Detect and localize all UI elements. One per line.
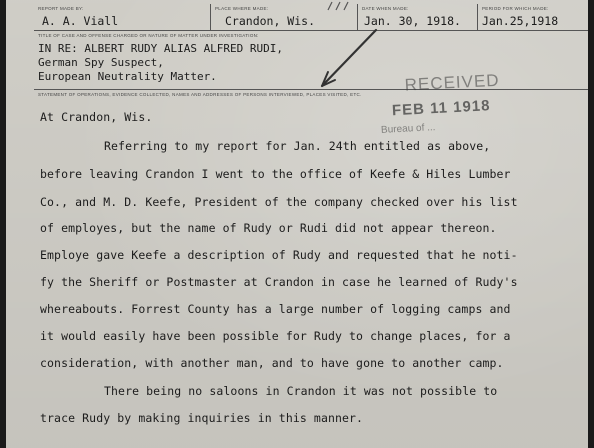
- body-line-5: Employe gave Keefe a description of Rudy and requested that he noti-: [40, 248, 518, 262]
- period-cell: [477, 4, 588, 30]
- report-made-by-label: REPORT MADE BY:: [38, 6, 84, 11]
- body-line-11: trace Rudy by making inquiries in this manner.: [40, 411, 364, 425]
- body-line-10: There being no saloons in Crandon it was not possible to: [104, 384, 498, 398]
- body-line-3: Co., and M. D. Keefe, President of the company checked over his list: [40, 195, 518, 209]
- report-made-by-value: A. A. Viall: [42, 14, 119, 28]
- stamp-date-text: FEB 11 1918: [391, 97, 491, 120]
- case-title-line-2: German Spy Suspect,: [38, 56, 164, 69]
- case-title-label: TITLE OF CASE AND OFFENSE CHARGED OR NATURE OF MATTER UNDER INVESTIGATION:: [38, 33, 259, 38]
- report-made-by-cell: [34, 4, 210, 30]
- stamp-received-text: RECEIVED: [404, 70, 500, 95]
- body-line-4: of employes, but the name of Rudy or Rudi did not appear thereon.: [40, 221, 497, 235]
- received-stamp: [364, 70, 507, 147]
- place-value: Crandon, Wis.: [225, 14, 316, 28]
- case-title-line-3: European Neutrality Matter.: [38, 70, 217, 83]
- statement-label: STATEMENT OF OPERATIONS, EVIDENCE COLLECTED, NAMES AND ADDRESSES OF PERSONS INTERVIEWED, PLACES VISITED, ETC.: [38, 92, 362, 97]
- body-line-8: it would easily have been possible for Rudy to change places, for a: [40, 329, 511, 343]
- stamp-bureau-text: Bureau of ...: [380, 122, 436, 136]
- period-value: Jan.25,1918: [482, 14, 559, 28]
- report-sheet: [6, 0, 588, 448]
- body-line-7: whereabouts. Forrest County has a large number of logging camps and: [40, 302, 511, 316]
- body-line-2: before leaving Crandon I went to the office of Keefe & Hiles Lumber: [40, 167, 511, 181]
- date-made-label: DATE WHEN MADE:: [362, 6, 409, 11]
- body-line-9: consideration, with another man, and to have gone to another camp.: [40, 356, 504, 370]
- place-label: PLACE WHERE MADE:: [215, 6, 269, 11]
- date-made-value: Jan. 30, 1918.: [364, 14, 461, 28]
- body-line-6: fy the Sheriff or Postmaster at Crandon in case he learned of Rudy's: [40, 275, 518, 289]
- period-label: PERIOD FOR WHICH MADE:: [482, 6, 549, 11]
- case-title-line-1: IN RE: ALBERT RUDY ALIAS ALFRED RUDI,: [38, 42, 284, 55]
- body-location: At Crandon, Wis.: [40, 110, 153, 124]
- body-line-1: Referring to my report for Jan. 24th entitled as above,: [104, 139, 491, 153]
